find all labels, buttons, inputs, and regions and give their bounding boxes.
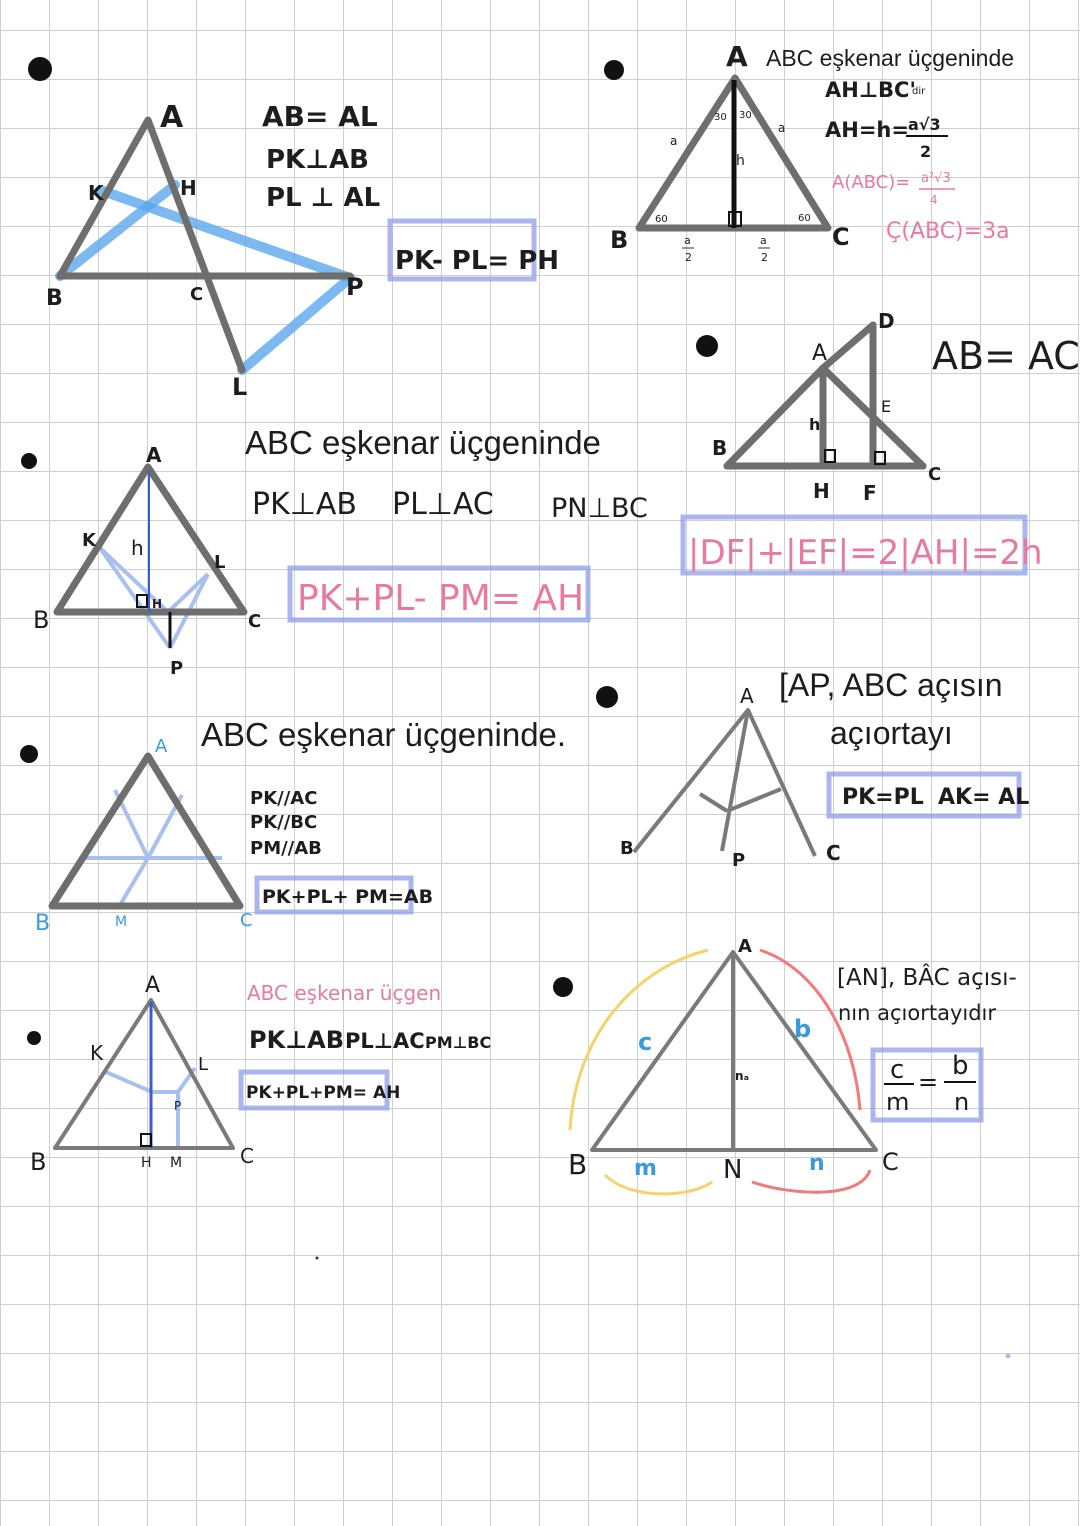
s2-ang30-left: 30 — [714, 112, 727, 123]
section-3-diagram — [712, 309, 941, 505]
s5-title-2: açıortayı — [830, 715, 953, 751]
s2-perimeter: Ç(ABC)=3a — [886, 219, 1010, 244]
s4-label-A: A — [146, 443, 162, 467]
s3-top: AB= AC — [932, 334, 1080, 378]
s8-frac-eq: = — [918, 1068, 939, 1096]
s3-label-F: F — [863, 481, 877, 505]
s1-label-B: B — [46, 286, 63, 311]
s6-cond-3: PM//AB — [250, 838, 322, 859]
s7-label-C: C — [240, 1144, 254, 1168]
section-7-text — [241, 981, 491, 1108]
s6-label-C: C — [240, 910, 253, 931]
s6-formula: PK+PL+ PM=AB — [262, 886, 434, 908]
s7-label-B: B — [30, 1148, 47, 1176]
s4-label-P: P — [170, 658, 184, 679]
s2-half-a-right: a — [760, 234, 767, 247]
s1-line-3: PL ⊥ AL — [266, 183, 381, 213]
s3-label-H: H — [813, 479, 830, 503]
s8-label-m: m — [634, 1156, 657, 1181]
s3-label-D: D — [878, 309, 895, 333]
s5-formula-2: AK= AL — [938, 785, 1030, 810]
s7-label-H: H — [141, 1155, 152, 1171]
s2-ang60-right: 60 — [798, 213, 811, 224]
bullet-8 — [27, 1031, 41, 1045]
s2-ang60-left: 60 — [655, 214, 668, 225]
s3-label-A: A — [812, 341, 828, 366]
s8-frac-left-num: c — [890, 1055, 905, 1085]
s7-cond-1: PK⊥AB — [249, 1026, 344, 1054]
s2-line-2-num: a√3 — [908, 115, 941, 134]
s7-title: ABC eşkenar üçgen — [247, 981, 442, 1005]
section-8-text — [837, 963, 1017, 1120]
s5-title-1: [AP, ABC açısın — [779, 667, 1003, 703]
s8-label-C: C — [882, 1148, 899, 1176]
s8-label-N: N — [723, 1155, 743, 1185]
s1-label-L: L — [232, 373, 248, 401]
section-6-diagram — [35, 736, 253, 936]
s1-label-A: A — [160, 100, 184, 135]
s8-label-b: b — [794, 1015, 812, 1043]
s2-label-h: h — [736, 153, 745, 169]
s8-frac-right-num: b — [952, 1051, 969, 1081]
section-1-text — [262, 100, 559, 279]
s2-area-den: 4 — [930, 193, 938, 207]
bullet-2 — [604, 60, 624, 80]
s2-half-2-right: 2 — [761, 251, 768, 264]
s2-half-a-left: a — [684, 234, 691, 247]
s4-cond-3: PN⊥BC — [551, 493, 648, 524]
s4-label-K: K — [82, 530, 96, 551]
s3-label-C: C — [928, 464, 942, 485]
s7-label-P: P — [174, 1099, 182, 1113]
s2-area: A(ABC)= — [832, 172, 911, 193]
s8-frac-right-den: n — [954, 1088, 970, 1116]
s4-label-H: H — [152, 597, 163, 611]
s7-label-K: K — [90, 1041, 104, 1065]
section-5-diagram — [620, 684, 841, 871]
s2-half-2-left: 2 — [685, 251, 692, 264]
s7-label-M: M — [170, 1155, 183, 1171]
s8-label-A: A — [738, 936, 752, 957]
s8-label-na: nₐ — [735, 1069, 750, 1083]
s7-label-A: A — [145, 973, 161, 998]
s3-label-B: B — [712, 436, 728, 460]
s1-formula: PK- PL= PH — [395, 246, 560, 276]
s3-formula: |DF|+|EF|=2|AH|=2h — [688, 533, 1043, 573]
s6-cond-1: PK//AC — [250, 788, 318, 809]
s1-label-P: P — [346, 273, 364, 301]
s2-area-num: a²√3 — [921, 171, 951, 186]
s4-label-L: L — [214, 552, 226, 573]
s2-label-B: B — [610, 226, 629, 254]
s2-ang30-right: 30 — [739, 110, 752, 121]
s5-label-B: B — [620, 838, 634, 859]
s2-line-1-suffix: dir — [912, 86, 926, 97]
stray-dot-2 — [1006, 1354, 1011, 1359]
s4-label-h: h — [131, 536, 144, 560]
s7-cond-2: PL⊥AC — [345, 1029, 425, 1053]
s4-label-B: B — [33, 606, 50, 634]
s6-label-B: B — [35, 911, 51, 936]
s2-label-a-left: a — [670, 134, 678, 148]
s3-label-h: h — [809, 415, 821, 434]
bullet-4 — [21, 453, 37, 469]
s5-formula-1: PK=PL — [842, 785, 924, 810]
s1-label-C: C — [190, 284, 204, 305]
s1-label-H: H — [180, 176, 197, 200]
s5-label-P: P — [732, 850, 746, 871]
section-5-text — [779, 667, 1029, 816]
section-4-text — [245, 424, 648, 620]
s1-line-2: PK⊥AB — [266, 145, 369, 175]
s5-label-C: C — [826, 841, 841, 865]
s2-title: ABC eşkenar üçgeninde — [766, 45, 1015, 71]
s7-label-L: L — [198, 1054, 209, 1075]
s1-line-1: AB= AL — [262, 100, 378, 133]
bullet-3 — [696, 335, 718, 357]
bullet-7 — [553, 977, 573, 997]
section-7-diagram — [30, 973, 254, 1176]
s2-label-C: C — [832, 223, 850, 251]
s4-cond-1: PK⊥AB — [252, 487, 357, 522]
s6-title: ABC eşkenar üçgeninde. — [201, 716, 567, 753]
s6-label-A: A — [155, 736, 168, 757]
s6-label-M: M — [115, 914, 128, 930]
s5-label-A: A — [740, 684, 754, 708]
s8-title-1: [AN], BÂC açısı- — [837, 965, 1017, 991]
s2-line-2-den: 2 — [920, 142, 932, 161]
s2-label-a-right: a — [778, 121, 786, 135]
bullet-1 — [28, 57, 52, 81]
section-2-diagram — [610, 40, 850, 264]
s8-label-B: B — [568, 1148, 588, 1181]
s4-label-C: C — [248, 611, 262, 632]
s7-cond-3: PM⊥BC — [425, 1033, 492, 1052]
s2-line-1: AH⊥BC' — [825, 78, 916, 102]
stray-dot — [316, 1257, 319, 1260]
bullet-5 — [596, 686, 618, 708]
bullet-6 — [20, 745, 38, 763]
s4-formula: PK+PL- PM= AH — [297, 578, 585, 619]
s6-cond-2: PK//BC — [250, 812, 318, 833]
s3-label-E: E — [881, 397, 892, 416]
section-4-diagram — [33, 443, 261, 679]
s2-line-2: AH=h= — [825, 118, 909, 142]
s1-label-K: K — [88, 181, 104, 205]
s4-cond-2: PL⊥AC — [392, 487, 494, 522]
s8-label-c: c — [638, 1028, 653, 1056]
s4-title: ABC eşkenar üçgeninde — [245, 424, 601, 461]
s7-formula: PK+PL+PM= AH — [246, 1083, 401, 1103]
s8-frac-left-den: m — [886, 1088, 910, 1116]
s8-label-n: n — [809, 1151, 825, 1176]
s2-label-A: A — [726, 40, 748, 73]
s8-title-2: nın açıortayıdır — [838, 1001, 997, 1025]
section-6-text — [201, 716, 566, 912]
